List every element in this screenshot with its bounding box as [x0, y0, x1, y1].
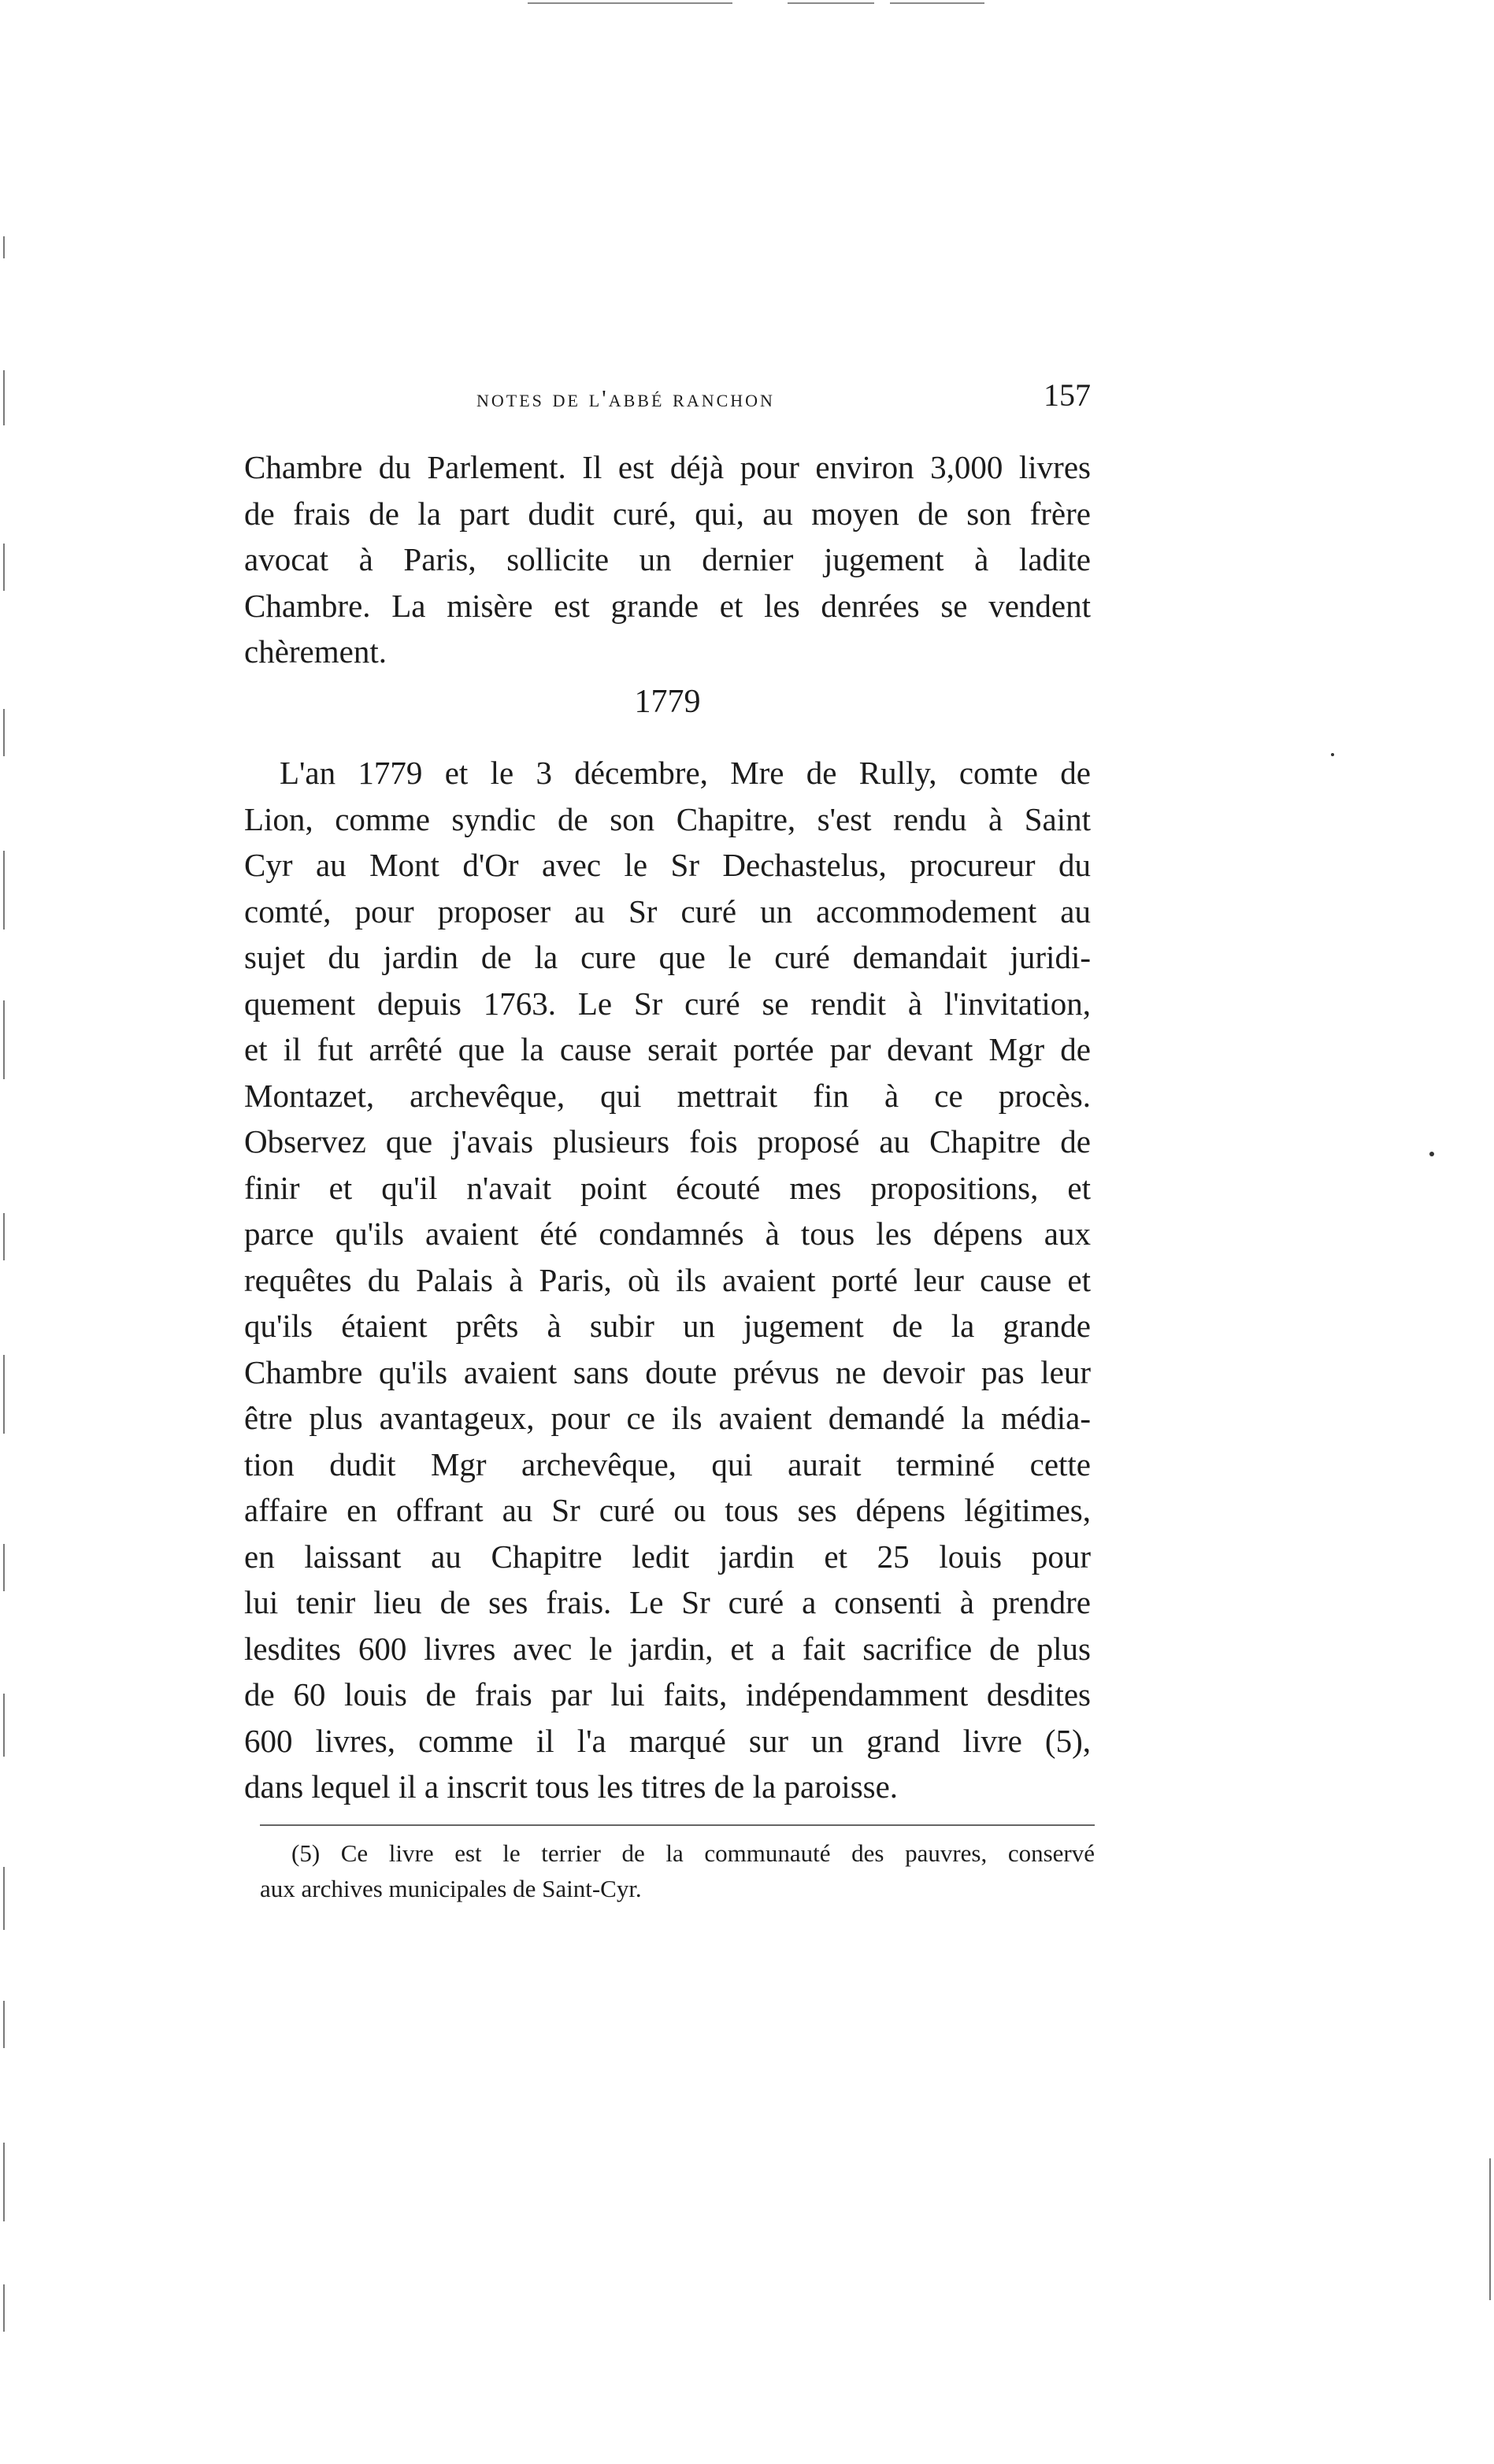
scan-edge-left	[3, 370, 5, 425]
scan-edge-left	[3, 1213, 5, 1260]
running-head	[476, 377, 1091, 416]
text-line: finir et qu'il n'avait point écouté mes propositions, et	[244, 1169, 1091, 1206]
scan-speck	[1429, 1152, 1434, 1156]
scan-edge-left	[3, 1355, 5, 1434]
footnote-line: (5) Ce livre est le terrier de la communauté des pauvres, conservé	[291, 1839, 1095, 1867]
footnote-line: aux archives municipales de Saint-Cyr.	[260, 1875, 642, 1902]
scan-speck	[1331, 753, 1334, 756]
scan-edge-left	[3, 2001, 5, 2048]
text-line: lui tenir lieu de ses frais. Le Sr curé a consenti à prendre	[244, 1584, 1091, 1620]
text-line: de frais de la part dudit curé, qui, au moyen de son frère	[244, 495, 1091, 532]
text-line: affaire en offrant au Sr curé ou tous ses dépens légitimes,	[244, 1492, 1091, 1528]
scan-edge-left	[3, 851, 5, 930]
text-line: parce qu'ils avaient été condamnés à tous les dépens aux	[244, 1215, 1091, 1252]
text-line: être plus avantageux, pour ce ils avaient demandé la média-	[244, 1400, 1091, 1436]
text-line: Chambre. La misère est grande et les denrées se vendent	[244, 587, 1091, 624]
scan-edge-left	[3, 2284, 5, 2332]
text-line: chèrement.	[244, 633, 387, 670]
paragraph-1779	[244, 750, 1091, 1810]
text-line: Chambre du Parlement. Il est déjà pour environ 3,000 livres	[244, 449, 1091, 485]
scan-edge-right	[1489, 2158, 1491, 2300]
text-line: comté, pour proposer au Sr curé un accommodement au	[244, 892, 1091, 930]
text-line: 600 livres, comme il l'a marqué sur un grand livre (5),	[244, 1722, 1091, 1759]
scan-edge-left	[3, 1544, 5, 1591]
text-line: quement depuis 1763. Le Sr curé se rendit à l'invitation,	[244, 985, 1091, 1022]
scan-edge-left	[3, 236, 5, 258]
text-line: Chambre qu'ils avaient sans doute prévus ne devoir pas leur	[244, 1353, 1091, 1390]
text-line: en laissant au Chapitre ledit jardin et 25 louis pour	[244, 1538, 1091, 1575]
text-line: requêtes du Palais à Paris, où ils avaient porté leur cause et	[244, 1261, 1091, 1298]
running-title: notes de l'abbé ranchon	[476, 384, 775, 412]
scan-edge-top	[890, 2, 984, 4]
text-line: L'an 1779 et le 3 décembre, Mre de Rully, comte de	[280, 755, 1091, 791]
scan-edge-left	[3, 1000, 5, 1079]
page-number: 157	[1044, 377, 1091, 413]
paragraph-continuation	[244, 444, 1091, 675]
text-line: avocat à Paris, sollicite un dernier jugement à ladite	[244, 541, 1091, 577]
scan-edge-left	[3, 544, 5, 591]
scan-edge-top	[528, 2, 732, 4]
year-heading: 1779	[634, 684, 701, 720]
footnote	[260, 1835, 1095, 1906]
text-line: et il fut arrêté que la cause serait portée par devant Mgr de	[244, 1031, 1091, 1067]
text-line: Observez que j'avais plusieurs fois proposé au Chapitre de	[244, 1123, 1091, 1160]
text-line: Lion, comme syndic de son Chapitre, s'est rendu à Saint	[244, 800, 1091, 837]
scan-edge-top	[788, 2, 874, 4]
footnote-rule	[260, 1824, 1095, 1826]
scan-edge-left	[3, 1867, 5, 1930]
scan-edge-left	[3, 709, 5, 756]
scan-edge-left	[3, 2143, 5, 2221]
text-line: Montazet, archevêque, qui mettrait fin à ce procès.	[244, 1077, 1091, 1114]
text-line: lesdites 600 livres avec le jardin, et a fait sacrifice de plus	[244, 1630, 1091, 1667]
scan-edge-left	[3, 1694, 5, 1757]
text-line: dans lequel il a inscrit tous les titres de la paroisse.	[244, 1768, 899, 1805]
text-line: sujet du jardin de la cure que le curé demandait juridi-	[244, 939, 1091, 975]
text-line: Cyr au Mont d'Or avec le Sr Dechastelus, procureur du	[244, 847, 1091, 883]
text-line: qu'ils étaient prêts à subir un jugement de la grande	[244, 1308, 1091, 1344]
text-line: tion dudit Mgr archevêque, qui aurait terminé cette	[244, 1445, 1091, 1482]
text-line: de 60 louis de frais par lui faits, indépendamment desdites	[244, 1676, 1091, 1713]
